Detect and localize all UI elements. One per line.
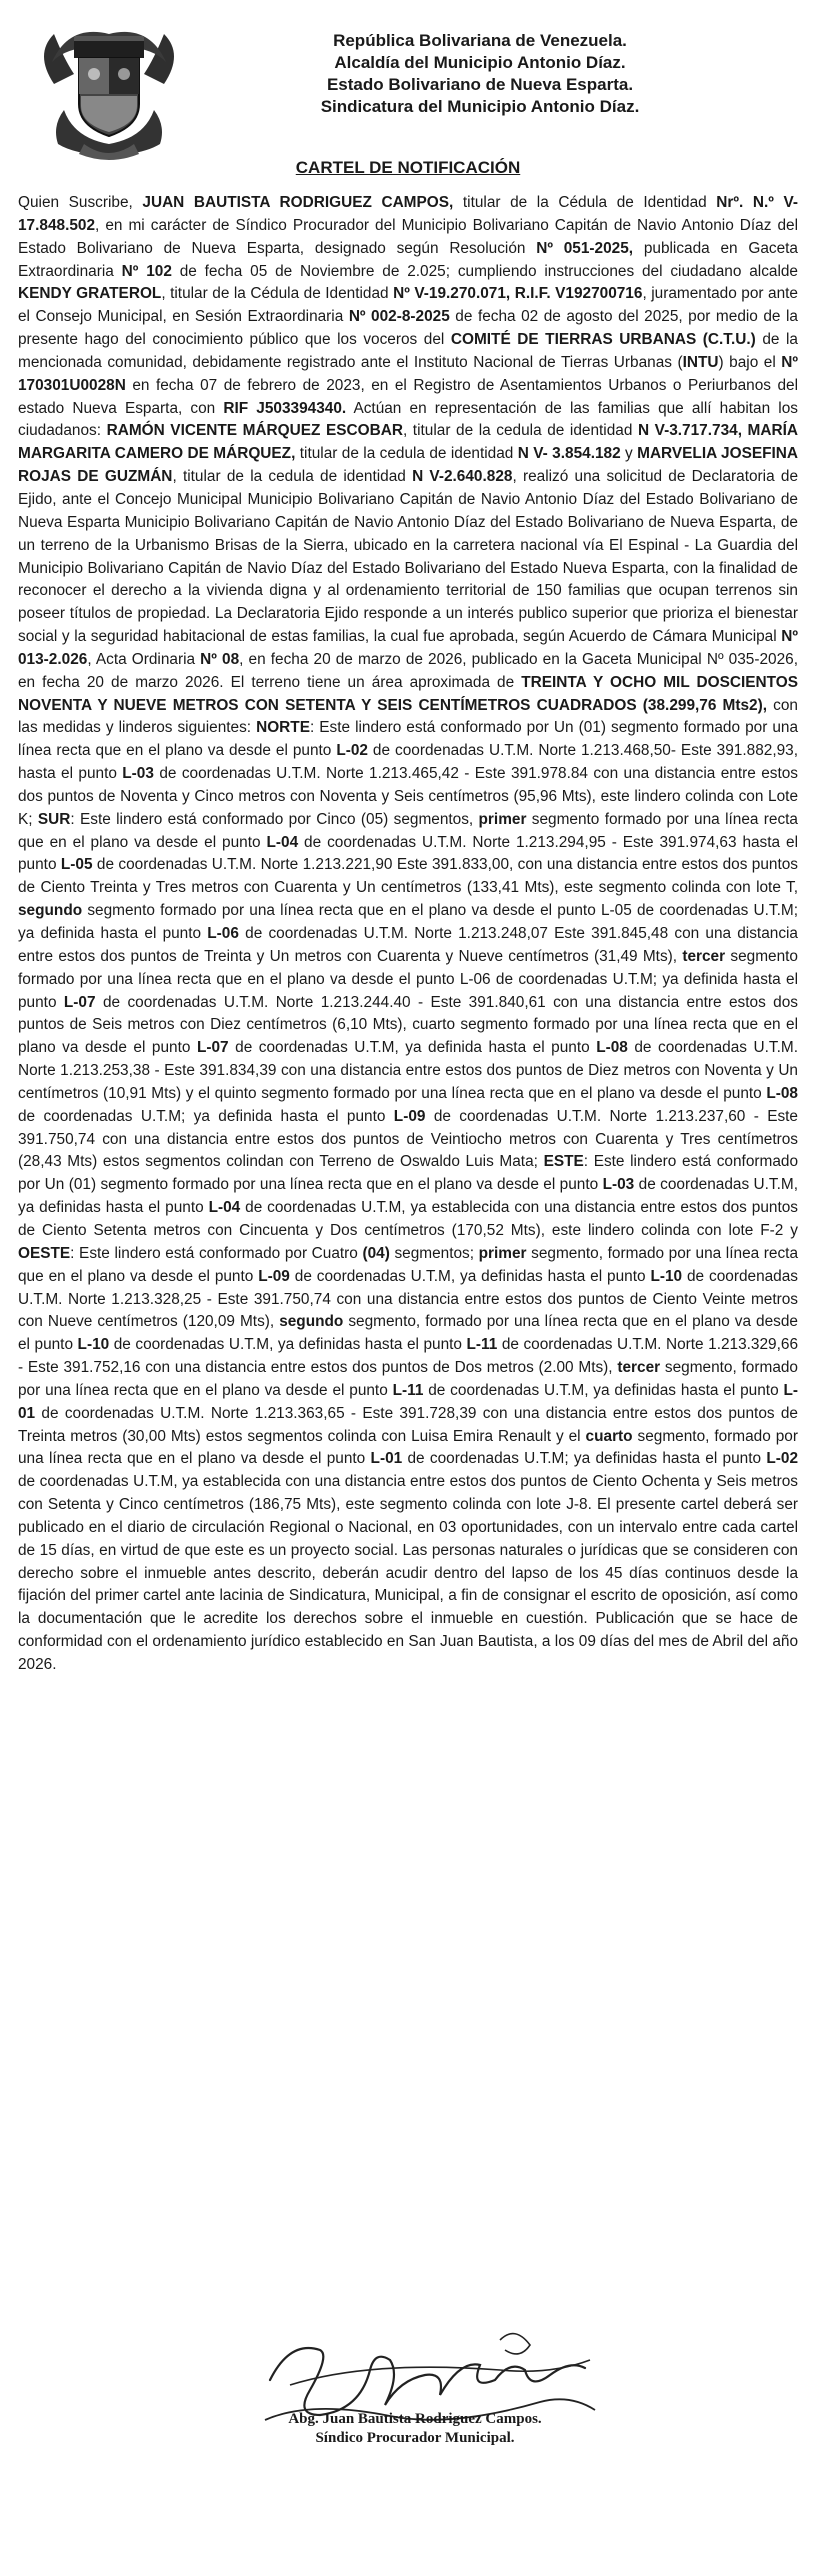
body-segment: : Este lindero está conformado por Cinco (05) segmentos, (70, 810, 479, 828)
body-segment: Quien Suscribe, (18, 194, 143, 211)
body-segment: segmento, formado por una línea recta que en el plano va desde el punto (18, 1427, 798, 1468)
body-emphasis: ESTE (543, 1153, 584, 1171)
body-emphasis: NORTE (256, 719, 310, 737)
body-emphasis: Nrº. N.º V-17.848.502 (18, 194, 799, 234)
body-emphasis: N V-3.717.734, MARÍA MARGARITA CAMERO DE MÁRQUEZ, (18, 422, 798, 463)
body-segment: de coordenadas U.T.M, ya definidas hasta el punto (109, 1336, 467, 1354)
body-emphasis: L-10 (650, 1267, 683, 1285)
body-segment: de la mencionada comunidad, debidamente registrado ante el Instituto Nacional de Tierras Urbanas ( (18, 331, 798, 371)
body-emphasis: tercer (682, 947, 726, 965)
letterhead (200, 30, 760, 118)
body-segment: en fecha 07 de febrero de 2023, en el Registro de Asentamientos Urbanos o Periurbanos del estado Nueva Esparta, con (18, 376, 798, 417)
body-emphasis: L-01 (18, 1381, 798, 1422)
body-segment: de coordenadas U.T.M. Norte 1.213.244.40 - Este 391.840,61 con una distancia entre estos dos puntos de Seis metros con Diez centímetros (6,10 Mts), cuarto segmento formado por una línea recta que en el plano va desde el punto (18, 993, 798, 1057)
body-segment: con las medidas y linderos siguientes: (18, 696, 798, 737)
body-emphasis: INTU (682, 353, 719, 371)
body-segment: , realizó una solicitud de Declaratoria de Ejido, ante el Concejo Municipal Municipio Bolivariano Capitán de Navio Antonio Díaz del Estado Bolivariano de Nueva Esparta Municipio Bolivariano Capitán de Navio Antonio Díaz del Estado Bolivariano de Nueva Esparta, de un terreno de la Urbanismo Brisas de la Sierra, ubicado en la carretera nacional vía El Espinal - La Guardia del Municipio Bolivariano Capitán de Navio Díaz del Estado Bolivariano del Estado Nueva Esparta, con la finalidad de reconocer el derecho a la vivienda digna y al ordenamiento territorial de 150 familias que ocupan terrenos sin poseer títulos de propiedad. La Declaratoria Ejido responde a un interés publico superior que prioriza el bienestar social y la seguridad habitacional de estas familias, la cual fue aprobada, según Acuerdo de Cámara Municipal (18, 468, 799, 646)
body-segment: de coordenadas U.T.M, ya definidas hasta el punto (289, 1267, 651, 1285)
body-segment: , titular de la Cédula de Identidad (161, 285, 394, 303)
notice-body (18, 192, 798, 1677)
body-segment: : Este lindero está conformado por Un (01) segmento formado por una línea recta que en el plano va desde el punto (18, 1153, 799, 1194)
body-segment: de coordenadas U.T.M. Norte 1.213.465,42 - Este 391.978.84 con una distancia entre estos dos puntos de Noventa y Cinco metros con Noventa y Seis centímetros (95,96 Mts), este lindero colinda con Lote K; (18, 765, 798, 828)
body-segment: segmento, formado por una línea recta que en el plano va desde el punto (18, 1313, 798, 1354)
signer-name: Abg. Juan Bautista Rodriguez Campos. (288, 2411, 542, 2427)
header-country: República Bolivariana de Venezuela. (333, 31, 627, 50)
body-segment: de fecha 02 de agosto del 2025, por medio de la presente hago del conocimiento público que los voceros del (18, 308, 798, 349)
body-segment: Actúan en representación de las familias que allí habitan los ciudadanos: (18, 399, 798, 440)
body-segment: titular de la Cédula de Identidad (453, 194, 717, 211)
body-emphasis: L-03 (122, 765, 154, 783)
body-emphasis: N V- 3.854.182 (517, 445, 621, 463)
body-emphasis: segundo (279, 1313, 344, 1331)
notice-title: CARTEL DE NOTIFICACIÓN (295, 158, 521, 177)
body-segment: de coordenadas U.T.M, ya definidas hasta el punto (18, 1176, 798, 1217)
body-segment: , en mi carácter de Síndico Procurador del Municipio Bolivariano Capitán de Navio Antonio Díaz del Estado Bolivariano de Nueva Esparta, designado según Resolución (18, 216, 798, 257)
body-segment: segmentos; (389, 1244, 479, 1262)
body-segment: de coordenadas U.T.M. Norte 1.213.328,25 - Este 391.750,74 con una distancia entre estos dos puntos de Ciento Veinte metros con Nueve centímetros (120,09 Mts), (18, 1267, 798, 1331)
body-segment: de fecha 05 de Noviembre de 2.025; cumpliendo instrucciones del ciudadano alcalde (171, 262, 798, 280)
body-emphasis: L-09 (393, 1107, 426, 1125)
body-segment: y (620, 445, 638, 463)
body-segment: de coordenadas U.T.M, ya establecida con una distancia entre estos dos puntos de Ciento Ochenta y Seis metros con Setenta y Cinco centímetros (186,75 Mts), este segmento colinda con lote J-8. El presente cartel deberá ser publicado en el diario de circulación Regional o Nacional, en 03 oportunidades, con un intervalo entre cada cartel de 15 días, en virtud de que este es un proyecto social. Las personas naturales o jurídicas que se consideren con derecho sobre el inmueble antes descrito, deberán acudir dentro del lapso de los 45 días continuos desde la fijación del primer cartel ante lacinia de Sindicatura, Municipal, a fin de consignar el escrito de oposición, así como la documentación que le acredite los derechos sobre el inmueble en cuestión. Publicación que se hace de conformidad con el ordenamiento jurídico establecido en San Juan Bautista, a los 09 días del mes de Abril del año 2026. (18, 1473, 798, 1673)
body-emphasis: L-08 (766, 1084, 798, 1102)
body-emphasis: L-06 (207, 925, 239, 942)
body-segment: de coordenadas U.T.M. Norte 1.213.363,65 - Este 391.728,39 con una distancia entre estos dos puntos de Treinta metros (30,00 Mts) estos segmentos colinda con Luisa Emira Renault y el (18, 1404, 798, 1445)
body-segment: de coordenadas U.T.M. Norte 1.213.294,95 - Este 391.974,63 hasta el punto (18, 833, 798, 874)
body-emphasis: L-08 (596, 1039, 628, 1057)
body-emphasis: L-05 (60, 856, 93, 874)
body-emphasis: L-11 (466, 1336, 498, 1354)
body-emphasis: Nº V-19.270.071, R.I.F. V192700716 (393, 285, 643, 303)
body-emphasis: Nº 170301U0028N (18, 353, 799, 394)
body-emphasis: tercer (617, 1359, 661, 1377)
body-segment: segmento, formado por una línea recta que en el plano va desde el punto (18, 1244, 799, 1285)
body-segment: de coordenadas U.T.M, ya definida hasta el punto (228, 1039, 597, 1057)
body-emphasis: TREINTA Y OCHO MIL DOSCIENTOS NOVENTA Y NUEVE METROS CON SETENTA Y SEIS CENTÍMETROS CUADRADOS (38.299,76 Mts2), (18, 673, 798, 714)
body-emphasis: L-07 (63, 993, 96, 1011)
body-emphasis: Nº 08 (200, 650, 240, 668)
header-office: Sindicatura del Municipio Antonio Díaz. (320, 97, 640, 116)
body-segment: , juramentado por ante el Consejo Municipal, en Sesión Extraordinaria (18, 285, 798, 326)
body-segment: , titular de la cedula de identidad (402, 422, 638, 440)
body-emphasis: L-11 (392, 1381, 424, 1399)
body-segment: de coordenadas U.T.M. Norte 1.213.237,60 - Este 391.750,74 con una distancia entre estos dos puntos de Veintiocho metros con Cuarenta y Tres centímetros (28,43 Mts) estos segmentos colindan con Terreno de Oswaldo Luis Mata; (18, 1107, 798, 1171)
body-emphasis: L-04 (208, 1199, 241, 1217)
body-segment: ) bajo el (718, 353, 782, 371)
body-segment: segmento formado por una línea recta que en el plano va desde el punto L-05 de coordenadas U.T.M; ya definida hasta el punto (18, 902, 798, 942)
body-segment: de coordenadas U.T.M. Norte 1.213.248,07 Este 391.845,48 con una distancia entre estos dos puntos de Treinta y Un metros con Cuarenta y Nueve centímetros (31,49 Mts), (18, 925, 798, 965)
body-segment: : Este lindero está conformado por Un (01) segmento formado por una línea recta que en el plano va desde el punto (18, 719, 799, 760)
body-emphasis: Nº 102 (121, 262, 172, 280)
body-emphasis: Nº 013-2.026 (18, 628, 798, 668)
body-segment: segmento, formado por una línea recta que en el plano va desde el punto (18, 1359, 798, 1399)
body-segment: : Este lindero está conformado por Cuatro (70, 1244, 363, 1262)
signer-block (250, 2410, 580, 2448)
body-emphasis: L-10 (77, 1336, 110, 1354)
coat-of-arms-icon (24, 14, 194, 164)
body-segment: , en fecha 20 de marzo de 2026, publicado en la Gaceta Municipal Nº 035-2026, en fecha 20 de marzo 2026. El terreno tiene un área aproximada de (18, 650, 798, 691)
body-emphasis: L-04 (266, 833, 299, 851)
body-emphasis: segundo (18, 902, 83, 920)
body-emphasis: Nº 051-2025, (536, 239, 634, 257)
body-emphasis: L-03 (602, 1176, 635, 1194)
body-segment: de coordenadas U.T.M, ya establecida con una distancia entre estos dos puntos de Ciento Setenta metros con Cincuenta y Dos centímetros (170,52 Mts), este lindero colinda con lote F-2 y (18, 1199, 799, 1239)
header-state: Estado Bolivariano de Nueva Esparta. (326, 75, 634, 94)
body-emphasis: OESTE (18, 1244, 71, 1262)
body-emphasis: L-02 (336, 742, 368, 760)
body-segment: , Acta Ordinaria (87, 650, 201, 668)
body-segment: de coordenadas U.T.M. Norte 1.213.221,90 Este 391.833,00, con una distancia entre estos dos puntos de Ciento Treinta y Tres metros con Cuarenta y Un centímetros (133,41 Mts), este segmento colinda con lote T, (18, 856, 798, 897)
body-segment: de coordenadas U.T.M; ya definida hasta el punto (18, 1107, 394, 1125)
body-segment: titular de la cedula de identidad (295, 445, 518, 463)
body-segment: de coordenadas U.T.M. Norte 1.213.253,38 - Este 391.834,39 con una distancia entre estos dos puntos de Diez metros con Noventa y Un centímetros (10,91 Mts) y el quinto segmento formado por una línea recta que en el plano va desde el punto (18, 1039, 798, 1102)
body-segment: de coordenadas U.T.M, ya definidas hasta el punto (423, 1381, 784, 1399)
body-segment: de coordenadas U.T.M. Norte 1.213.468,50- Este 391.882,93, hasta el punto (18, 742, 798, 783)
body-segment: segmento formado por una línea recta que en el plano va desde el punto L-06 de coordenadas U.T.M; ya definida hasta el punto (18, 947, 798, 1011)
body-emphasis: primer (478, 1244, 527, 1262)
body-emphasis: L-07 (196, 1039, 229, 1057)
header-municipality: Alcaldía del Municipio Antonio Díaz. (334, 53, 626, 72)
body-segment: de coordenadas U.T.M; ya definidas hasta el punto (402, 1450, 767, 1468)
body-segment: de coordenadas U.T.M. Norte 1.213.329,66 - Este 391.752,16 con una distancia entre estos dos puntos de Dos metros (2.00 Mts), (18, 1336, 799, 1377)
body-segment: , titular de la cedula de identidad (172, 468, 413, 486)
body-emphasis: L-02 (766, 1450, 799, 1468)
body-emphasis: primer (478, 810, 527, 828)
body-emphasis: MARVELIA JOSEFINA ROJAS DE GUZMÁN (18, 445, 799, 486)
body-emphasis: L-01 (370, 1450, 403, 1468)
body-emphasis: N V-2.640.828 (412, 468, 513, 486)
body-segment: segmento formado por una línea recta que en el plano va desde el punto (18, 810, 798, 851)
body-emphasis: JUAN BAUTISTA RODRIGUEZ CAMPOS, (142, 194, 454, 211)
body-emphasis: (04) (362, 1244, 390, 1262)
body-emphasis: cuarto (585, 1427, 633, 1445)
body-emphasis: RIF J503394340. (223, 399, 347, 417)
body-emphasis: KENDY GRATEROL (18, 285, 162, 303)
body-emphasis: RAMÓN VICENTE MÁRQUEZ ESCOBAR (106, 422, 403, 440)
body-emphasis: COMITÉ DE TIERRAS URBANAS (C.T.U.) (450, 331, 756, 349)
body-emphasis: L-09 (258, 1267, 290, 1285)
signer-title: Síndico Procurador Municipal. (315, 2430, 515, 2446)
body-emphasis: SUR (37, 810, 71, 828)
body-emphasis: Nº 002-8-2025 (348, 308, 450, 326)
body-segment: publicada en Gaceta Extraordinaria (18, 239, 798, 280)
